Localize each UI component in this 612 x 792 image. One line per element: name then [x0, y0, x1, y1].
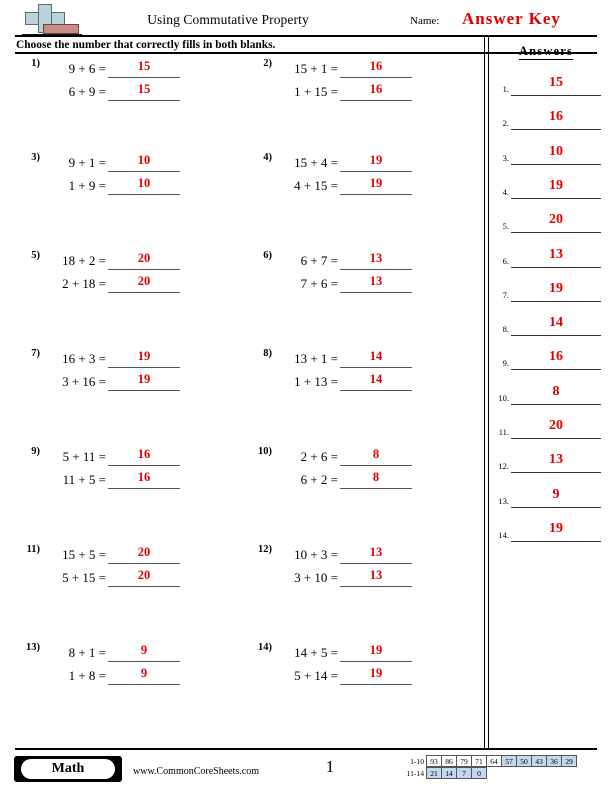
answer-index: 3. — [502, 152, 509, 163]
scale-cell: 50 — [516, 755, 532, 767]
answer-value: 10 — [137, 176, 151, 190]
problem-item — [246, 154, 468, 200]
answer-blank[interactable] — [340, 569, 412, 587]
equation-row — [276, 252, 466, 275]
equation-expression: 15 + 4 = — [294, 155, 338, 170]
answer-value: 19 — [369, 153, 383, 167]
answer-index: 10. — [498, 392, 509, 403]
answer-value: 16 — [369, 59, 383, 73]
answer-blank[interactable] — [108, 546, 180, 564]
answer-value: 13 — [369, 251, 383, 265]
scale-cell-empty — [516, 767, 532, 779]
answer-value: 19 — [137, 349, 151, 363]
problem-item — [14, 154, 236, 200]
scale-cell-empty — [486, 767, 502, 779]
subject-badge-label: Math — [21, 759, 115, 779]
answer-blank[interactable] — [340, 546, 412, 564]
answer-value: 13 — [369, 274, 383, 288]
scale-cell: 93 — [426, 755, 442, 767]
answer-blank[interactable] — [108, 60, 180, 78]
problems-grid — [0, 58, 484, 748]
answer-row — [489, 385, 603, 407]
equation-expression: 5 + 15 = — [62, 570, 106, 585]
answer-value: 20 — [137, 568, 151, 582]
problem-item — [14, 546, 236, 592]
equation-row — [44, 546, 234, 569]
answer-blank[interactable] — [340, 471, 412, 489]
answer-value: 16 — [137, 470, 151, 484]
answer-value: 19 — [549, 520, 563, 536]
instructions-text: Choose the number that correctly fills in both blanks. — [16, 39, 276, 51]
answer-blank-line[interactable] — [511, 248, 601, 268]
answer-value: 13 — [549, 246, 563, 262]
answer-blank[interactable] — [108, 373, 180, 391]
equation-row — [44, 350, 234, 373]
name-label: Name: — [410, 15, 440, 27]
equation-expression: 6 + 7 = — [300, 253, 338, 268]
equation-expression: 2 + 18 = — [62, 276, 106, 291]
footer-divider-rule — [15, 748, 597, 750]
scale-cell-empty — [501, 767, 517, 779]
problem-equations — [276, 350, 466, 396]
answers-panel — [489, 40, 607, 740]
answer-blank[interactable] — [340, 275, 412, 293]
scale-cell: 21 — [426, 767, 442, 779]
equation-expression: 10 + 3 = — [294, 547, 338, 562]
answer-value: 15 — [137, 59, 151, 73]
scale-row-label: 11-14 — [406, 768, 424, 778]
answer-blank[interactable] — [340, 667, 412, 685]
answer-blank[interactable] — [108, 154, 180, 172]
answer-value: 20 — [137, 251, 151, 265]
answer-value: 19 — [369, 666, 383, 680]
problem-number: 4) — [263, 152, 272, 163]
problem-item — [14, 350, 236, 396]
answer-row — [489, 248, 603, 270]
equation-row — [276, 667, 466, 690]
equation-row — [44, 252, 234, 275]
scale-cell: 86 — [441, 755, 457, 767]
answers-heading — [489, 44, 603, 59]
answer-value: 16 — [549, 349, 563, 365]
equation-expression: 1 + 8 = — [68, 668, 106, 683]
problem-number: 13) — [26, 642, 40, 653]
equation-expression: 18 + 2 = — [62, 253, 106, 268]
answer-blank[interactable] — [108, 471, 180, 489]
problem-number: 9) — [31, 446, 40, 457]
problem-item — [246, 546, 468, 592]
site-url: www.CommonCoreSheets.com — [133, 766, 260, 777]
answer-index: 12. — [498, 461, 509, 472]
answer-blank[interactable] — [108, 448, 180, 466]
problem-number: 3) — [31, 152, 40, 163]
answer-blank[interactable] — [340, 177, 412, 195]
problem-equations — [44, 154, 234, 200]
scale-cell: 71 — [471, 755, 487, 767]
equation-expression: 4 + 15 = — [294, 178, 338, 193]
answer-index: 4. — [502, 186, 509, 197]
answer-value: 9 — [140, 666, 148, 680]
page-header — [0, 0, 612, 38]
answer-value: 9 — [552, 486, 560, 502]
problem-number: 6) — [263, 250, 272, 261]
answer-value: 20 — [137, 274, 151, 288]
answer-index: 9. — [502, 358, 509, 369]
equation-row — [276, 569, 466, 592]
answer-blank[interactable] — [108, 644, 180, 662]
answer-value: 15 — [137, 82, 151, 96]
answer-blank[interactable] — [340, 154, 412, 172]
problem-number: 8) — [263, 348, 272, 359]
answer-value: 9 — [140, 643, 148, 657]
answer-index: 6. — [502, 255, 509, 266]
equation-expression: 14 + 5 = — [294, 645, 338, 660]
answer-value: 14 — [549, 315, 563, 331]
equation-expression: 3 + 10 = — [294, 570, 338, 585]
equation-row — [276, 275, 466, 298]
answer-index: 2. — [502, 118, 509, 129]
answer-blank[interactable] — [108, 350, 180, 368]
answer-blank[interactable] — [340, 644, 412, 662]
equation-row — [276, 373, 466, 396]
answer-blank-line[interactable] — [511, 145, 601, 165]
problem-equations — [276, 644, 466, 690]
equation-expression: 1 + 9 = — [68, 178, 106, 193]
equation-expression: 16 + 3 = — [62, 351, 106, 366]
scale-cell: 14 — [441, 767, 457, 779]
problem-equations — [44, 252, 234, 298]
answer-index: 11. — [498, 427, 509, 437]
answer-blank[interactable] — [108, 83, 180, 101]
equation-expression: 9 + 6 = — [68, 61, 106, 76]
answer-blank[interactable] — [340, 448, 412, 466]
answer-blank[interactable] — [108, 569, 180, 587]
equation-row — [44, 373, 234, 396]
equation-row — [276, 448, 466, 471]
problem-number: 12) — [258, 544, 272, 555]
answer-value: 10 — [549, 143, 563, 159]
equation-expression: 15 + 1 = — [294, 61, 338, 76]
answer-row — [489, 145, 603, 167]
equation-row — [44, 448, 234, 471]
problem-number: 1) — [31, 58, 40, 69]
equation-expression: 6 + 2 = — [300, 472, 338, 487]
problem-equations — [44, 60, 234, 106]
equation-expression: 11 + 5 = — [62, 472, 106, 487]
equation-row — [276, 644, 466, 667]
scale-row-label: 1-10 — [410, 756, 424, 766]
equation-expression: 2 + 6 = — [300, 449, 338, 464]
answer-value: 20 — [549, 212, 563, 228]
problem-number: 5) — [31, 250, 40, 261]
equation-row — [276, 177, 466, 200]
answers-heading-text: Answers — [518, 44, 574, 58]
answer-value: 8 — [372, 447, 380, 461]
answer-blank[interactable] — [340, 60, 412, 78]
answer-blank[interactable] — [108, 177, 180, 195]
answer-blank-line[interactable] — [511, 385, 601, 405]
equation-row — [44, 275, 234, 298]
answer-blank-line[interactable] — [511, 76, 601, 96]
problem-item — [246, 252, 468, 298]
answer-row — [489, 179, 603, 201]
equation-expression: 9 + 1 = — [68, 155, 106, 170]
answer-value: 14 — [369, 349, 383, 363]
equation-row — [44, 60, 234, 83]
problem-number: 10) — [258, 446, 272, 457]
answer-blank[interactable] — [340, 350, 412, 368]
answer-value: 20 — [137, 545, 151, 559]
answer-blank-line[interactable] — [511, 179, 601, 199]
problem-item — [14, 60, 236, 106]
answer-row — [489, 488, 603, 510]
answer-value: 8 — [372, 470, 380, 484]
answer-row — [489, 522, 603, 544]
problem-number: 11) — [26, 544, 40, 555]
answer-value: 15 — [549, 75, 563, 90]
equation-expression: 13 + 1 = — [294, 351, 338, 366]
answer-index: 8. — [502, 324, 509, 335]
problem-item — [246, 448, 468, 494]
equation-expression: 8 + 1 = — [68, 645, 106, 660]
problem-number: 2) — [263, 58, 272, 69]
problem-number: 14) — [258, 642, 272, 653]
scale-row — [400, 755, 577, 767]
header-divider-rule — [15, 35, 597, 37]
scale-cell: 29 — [561, 755, 577, 767]
scale-cell: 64 — [486, 755, 502, 767]
answer-value: 19 — [369, 176, 383, 190]
problem-equations — [44, 546, 234, 592]
answer-blank[interactable] — [340, 252, 412, 270]
problem-equations — [276, 60, 466, 106]
answer-blank[interactable] — [108, 252, 180, 270]
scale-row — [400, 767, 577, 779]
equation-row — [44, 644, 234, 667]
equation-row — [276, 60, 466, 83]
answer-blank-line[interactable] — [511, 419, 601, 439]
equation-row — [44, 471, 234, 494]
answer-value: 19 — [137, 372, 151, 386]
problem-item — [14, 448, 236, 494]
answer-row — [489, 453, 603, 475]
problem-item — [246, 644, 468, 690]
equation-row — [44, 154, 234, 177]
scale-cell: 7 — [456, 767, 472, 779]
problem-equations — [276, 252, 466, 298]
answer-blank[interactable] — [108, 667, 180, 685]
page-title: Using Commutative Property — [147, 12, 309, 27]
problem-equations — [44, 350, 234, 396]
problem-equations — [44, 448, 234, 494]
answer-value: 16 — [137, 447, 151, 461]
subject-badge — [14, 756, 122, 782]
answer-row — [489, 110, 603, 132]
equation-row — [44, 177, 234, 200]
scale-cell: 79 — [456, 755, 472, 767]
answer-blank-line[interactable] — [511, 316, 601, 336]
answer-value: 16 — [369, 82, 383, 96]
answer-value: 19 — [369, 643, 383, 657]
equation-row — [276, 350, 466, 373]
answer-index: 13. — [498, 495, 509, 506]
answer-value: 16 — [549, 109, 563, 125]
equation-expression: 1 + 13 = — [294, 374, 338, 389]
problem-equations — [276, 546, 466, 592]
answer-value: 20 — [549, 418, 563, 433]
answer-index: 14. — [498, 529, 509, 540]
problem-item — [14, 252, 236, 298]
answer-row — [489, 350, 603, 372]
scale-cell: 43 — [531, 755, 547, 767]
answer-value: 13 — [549, 452, 563, 468]
equation-expression: 7 + 6 = — [300, 276, 338, 291]
equation-expression: 6 + 9 = — [68, 84, 106, 99]
answer-row — [489, 282, 603, 304]
scale-cell-empty — [561, 767, 577, 779]
answer-blank[interactable] — [340, 83, 412, 101]
answer-value: 14 — [369, 372, 383, 386]
answer-value: 10 — [137, 153, 151, 167]
grading-scale-table — [400, 755, 577, 779]
equation-expression: 3 + 16 = — [62, 374, 106, 389]
answer-row — [489, 76, 603, 98]
equation-expression: 5 + 11 = — [62, 449, 106, 464]
answer-blank-line[interactable] — [511, 522, 601, 542]
scale-cell-empty — [531, 767, 547, 779]
answer-blank[interactable] — [108, 275, 180, 293]
problem-item — [246, 350, 468, 396]
problem-item — [14, 644, 236, 690]
answer-blank-line[interactable] — [511, 488, 601, 508]
answer-index: 7. — [502, 289, 509, 300]
problem-equations — [44, 644, 234, 690]
equation-row — [44, 667, 234, 690]
equation-row — [44, 569, 234, 592]
answer-value: 13 — [369, 545, 383, 559]
problem-equations — [276, 448, 466, 494]
scale-cell-empty — [546, 767, 562, 779]
problem-item — [246, 60, 468, 106]
answer-blank-line[interactable] — [511, 350, 601, 370]
scale-cell: 57 — [501, 755, 517, 767]
answer-row — [489, 316, 603, 338]
equation-expression: 5 + 14 = — [294, 668, 338, 683]
answer-row — [489, 419, 603, 441]
equation-row — [276, 154, 466, 177]
answer-value: 8 — [552, 383, 560, 399]
equation-row — [44, 83, 234, 106]
page-number: 1 — [325, 757, 335, 776]
equation-row — [276, 83, 466, 106]
scale-cell: 0 — [471, 767, 487, 779]
equation-row — [276, 471, 466, 494]
answer-value: 19 — [549, 177, 563, 193]
answer-row — [489, 213, 603, 235]
answer-blank-line[interactable] — [511, 110, 601, 130]
problem-number: 7) — [31, 348, 40, 359]
answer-blank-line[interactable] — [511, 213, 601, 233]
answer-key-stamp: Answer Key — [462, 9, 561, 28]
answer-blank-line[interactable] — [511, 282, 601, 302]
answer-index: 5. — [502, 221, 509, 232]
equation-row — [276, 546, 466, 569]
scale-cell: 36 — [546, 755, 562, 767]
answer-value: 19 — [549, 280, 563, 296]
answer-blank[interactable] — [340, 373, 412, 391]
problem-equations — [276, 154, 466, 200]
equation-expression: 1 + 15 = — [294, 84, 338, 99]
answer-blank-line[interactable] — [511, 453, 601, 473]
equation-expression: 15 + 5 = — [62, 547, 106, 562]
answer-index: 1. — [502, 84, 509, 94]
answer-value: 13 — [369, 568, 383, 582]
